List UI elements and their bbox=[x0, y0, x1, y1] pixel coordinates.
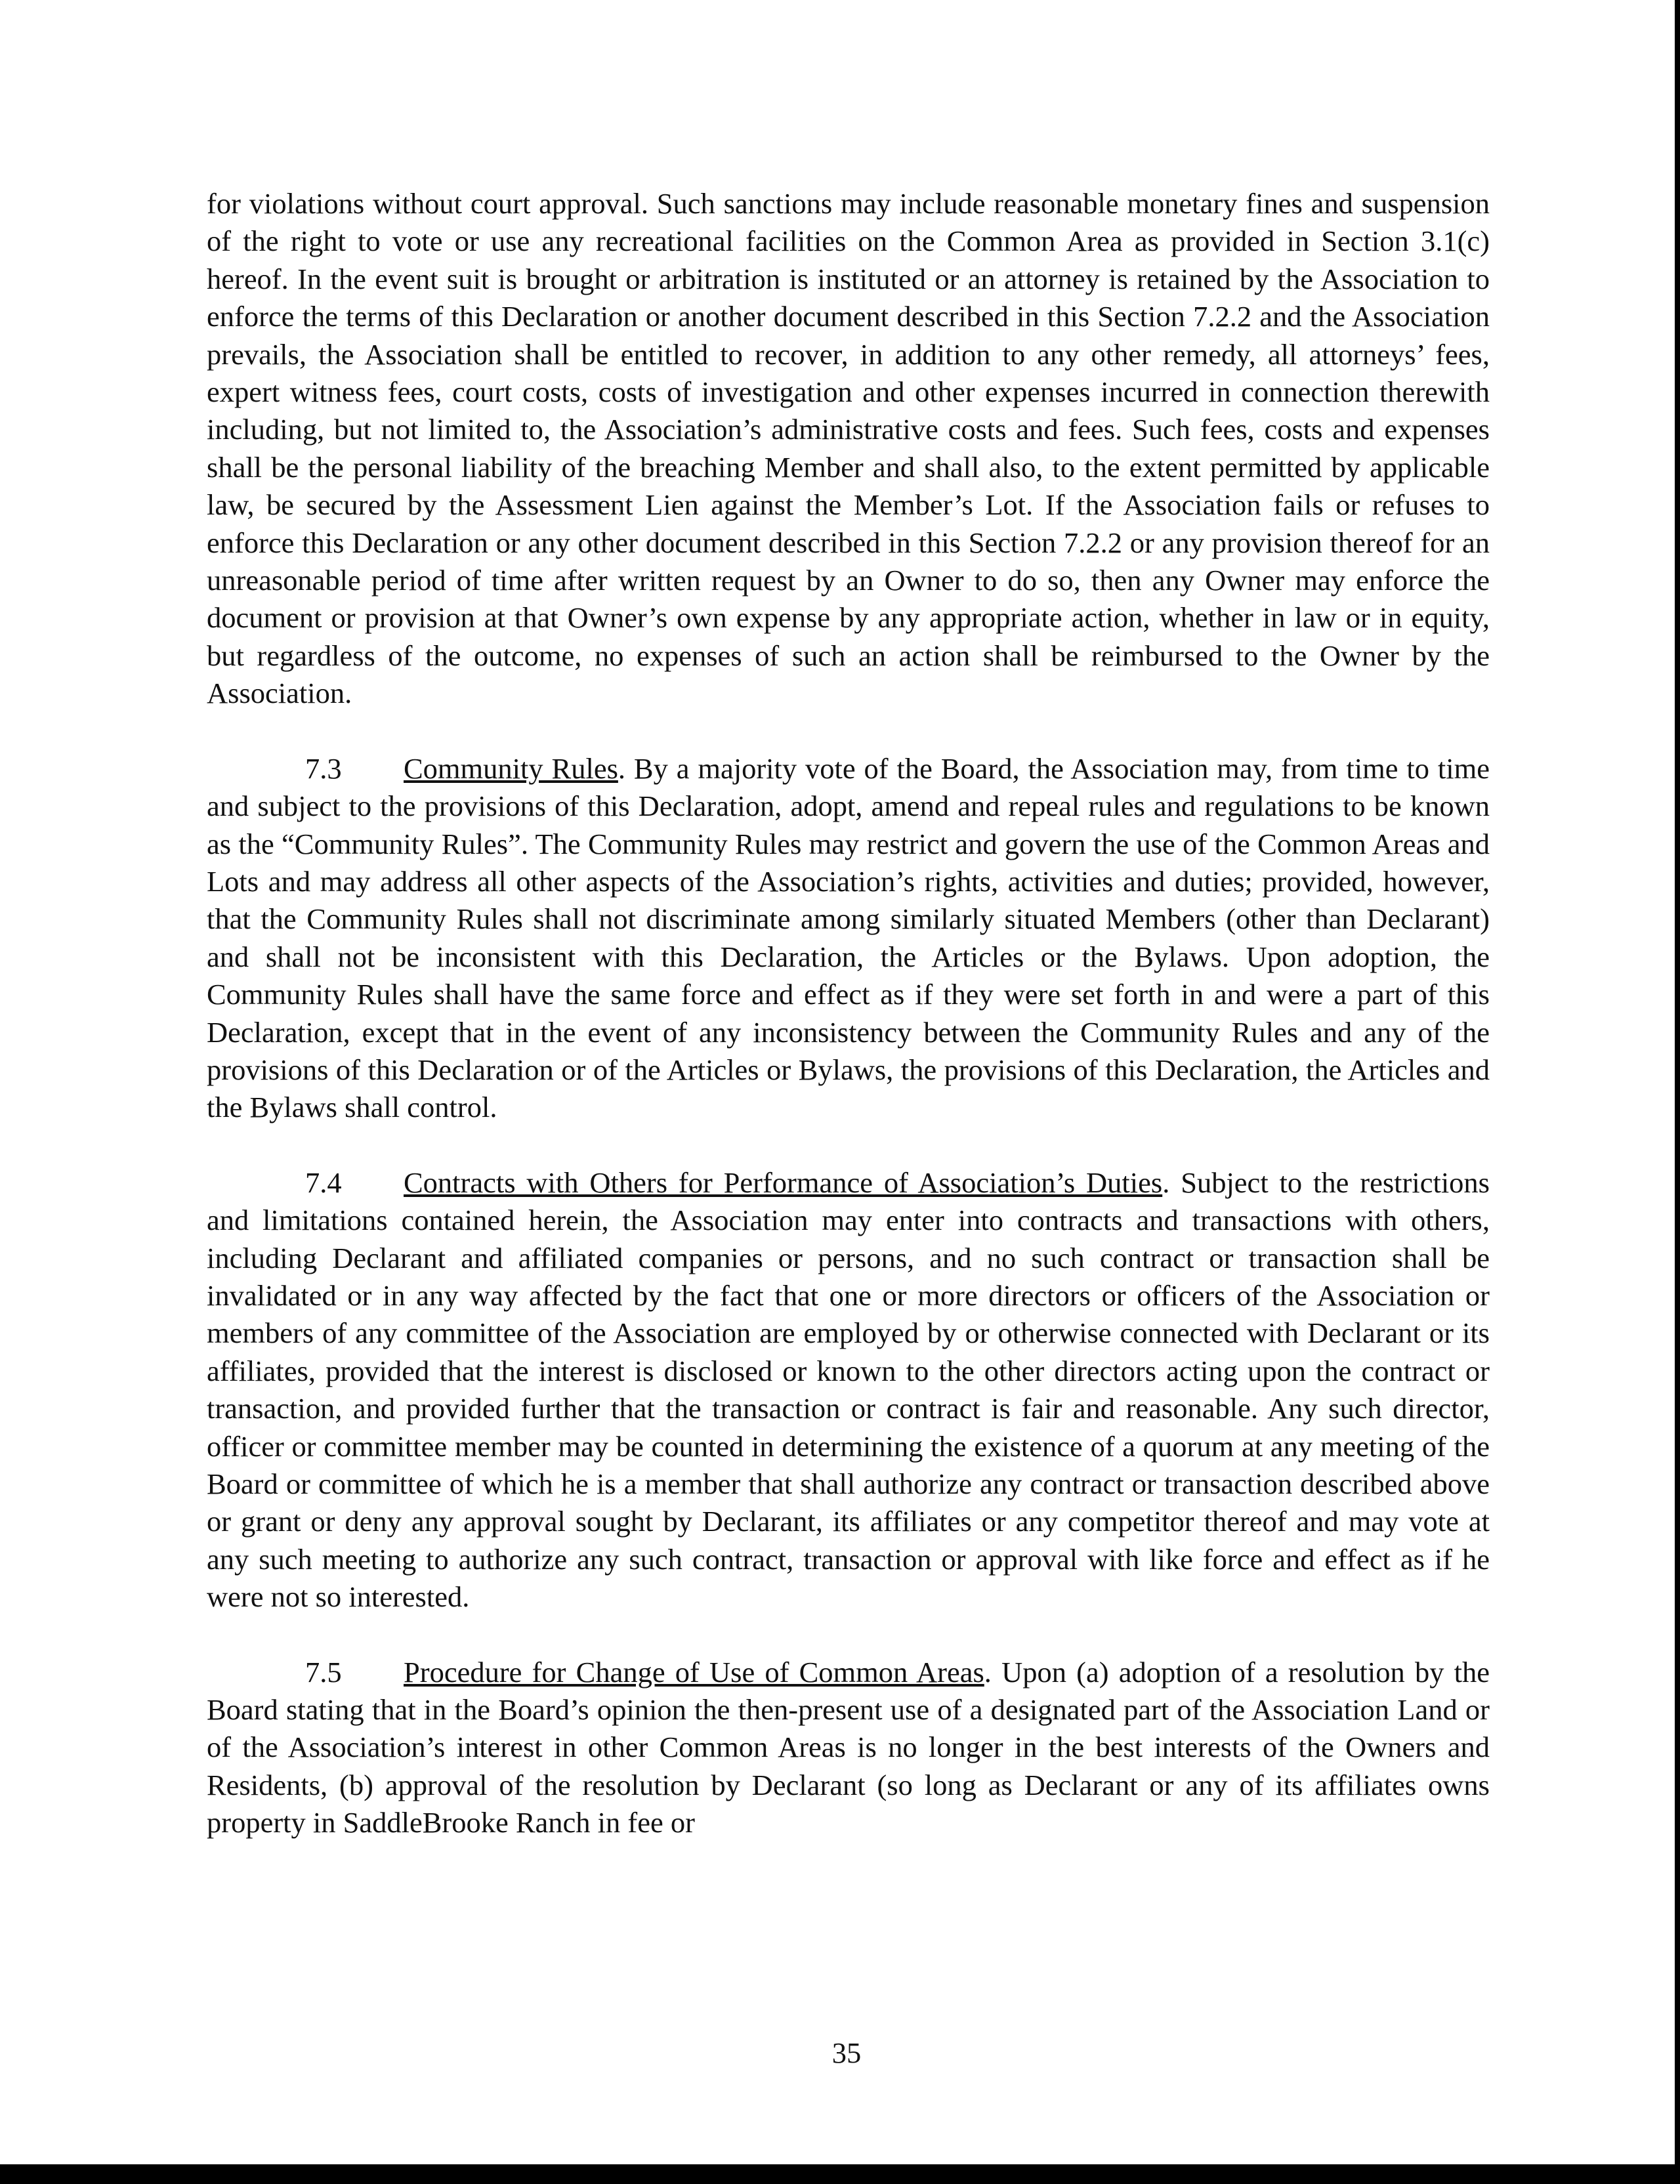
section-7-3 bbox=[207, 750, 1490, 1127]
section-title: Contracts with Others for Performance of Association’s Duties bbox=[404, 1166, 1163, 1199]
section-number: 7.5 bbox=[305, 1655, 342, 1689]
section-number: 7.3 bbox=[305, 751, 342, 785]
section-body: . By a majority vote of the Board, the Association may, from time to time and subject to the provisions of this Declaration, adopt, amend and repeal rules and regulations to be known as the “Community Rules”. The Community Rules may restrict and govern the use of the Common Areas and Lots and may address all other aspects of the Association’s rights, activities and duties; provided, however, that the Community Rules shall not discriminate among similarly situated Members (other than Declarant) and shall not be inconsistent with this Declaration, the Articles or the Bylaws. Upon adoption, the Community Rules shall have the same force and effect as if they were set forth in and were a part of this Declaration, except that in the event of any inconsistency between the Community Rules and any of the provisions of this Declaration or of the Articles or Bylaws, the provisions of this Declaration, the Articles and the Bylaws shall control. bbox=[207, 751, 1490, 1124]
scan-border-right bbox=[1675, 0, 1680, 2184]
paragraph-continuation: for violations without court approval. Such sanctions may include reasonable monetary fines and suspension of the right to vote or use any recreational facilities on the Common Area as provided in Section 3.1(c) hereof. In the event suit is brought or arbitration is instituted or an attorney is retained by the Association to enforce the terms of this Declaration or another document described in this Section 7.2.2 and the Association prevails, the Association shall be entitled to recover, in addition to any other remedy, all attorneys’ fees, expert witness fees, court costs, costs of investigation and other expenses incurred in connection therewith including, but not limited to, the Association’s administrative costs and fees. Such fees, costs and expenses shall be the personal liability of the breaching Member and shall also, to the extent permitted by applicable law, be secured by the Assessment Lien against the Member’s Lot. If the Association fails or refuses to enforce this Declaration or any other document described in this Section 7.2.2 or any provision thereof for an unreasonable period of time after written request by an Owner to do so, then any Owner may enforce the document or provision at that Owner’s own expense by any appropriate action, whether in law or in equity, but regardless of the outcome, no expenses of such an action shall be reimbursed to the Owner by the Association. bbox=[207, 187, 1490, 710]
section-title: Community Rules bbox=[404, 751, 618, 785]
section-7-5 bbox=[207, 1654, 1490, 1842]
section-body: . Upon (a) adoption of a resolution by the Board stating that in the Board’s opinion the then-present use of a designated part of the Association Land or of the Association’s interest in other Common Areas is no longer in the best interests of the Owners and Residents, (b) approval of the resolution by Declarant (so long as Declarant or any of its affiliates owns property in SaddleBrooke Ranch in fee or bbox=[207, 1655, 1490, 1839]
document-body bbox=[207, 185, 1490, 1842]
section-body: . Subject to the restrictions and limitations contained herein, the Association may enter into contracts and transactions with others, including Declarant and affiliated companies or persons, and no such contract or transaction shall be invalidated or in any way affected by the fact that one or more directors or officers of the Association or members of any committee of the Association are employed by or otherwise connected with Declarant or its affiliates, provided that the interest is disclosed or known to the other directors acting upon the contract or transaction, and provided further that the transaction or contract is fair and reasonable. Any such director, officer or committee member may be counted in determining the existence of a quorum at any meeting of the Board or committee of which he is a member that shall authorize any contract or transaction described above or grant or deny any approval sought by Declarant, its affiliates or any competitor thereof and may vote at any such meeting to authorize any such contract, transaction or approval with like force and effect as if he were not so interested. bbox=[207, 1166, 1490, 1614]
section-7-4 bbox=[207, 1164, 1490, 1616]
section-title: Procedure for Change of Use of Common Areas bbox=[404, 1655, 984, 1689]
section-number: 7.4 bbox=[305, 1166, 342, 1199]
page-number: 35 bbox=[831, 2036, 862, 2069]
scan-border-bottom bbox=[0, 2164, 1680, 2184]
